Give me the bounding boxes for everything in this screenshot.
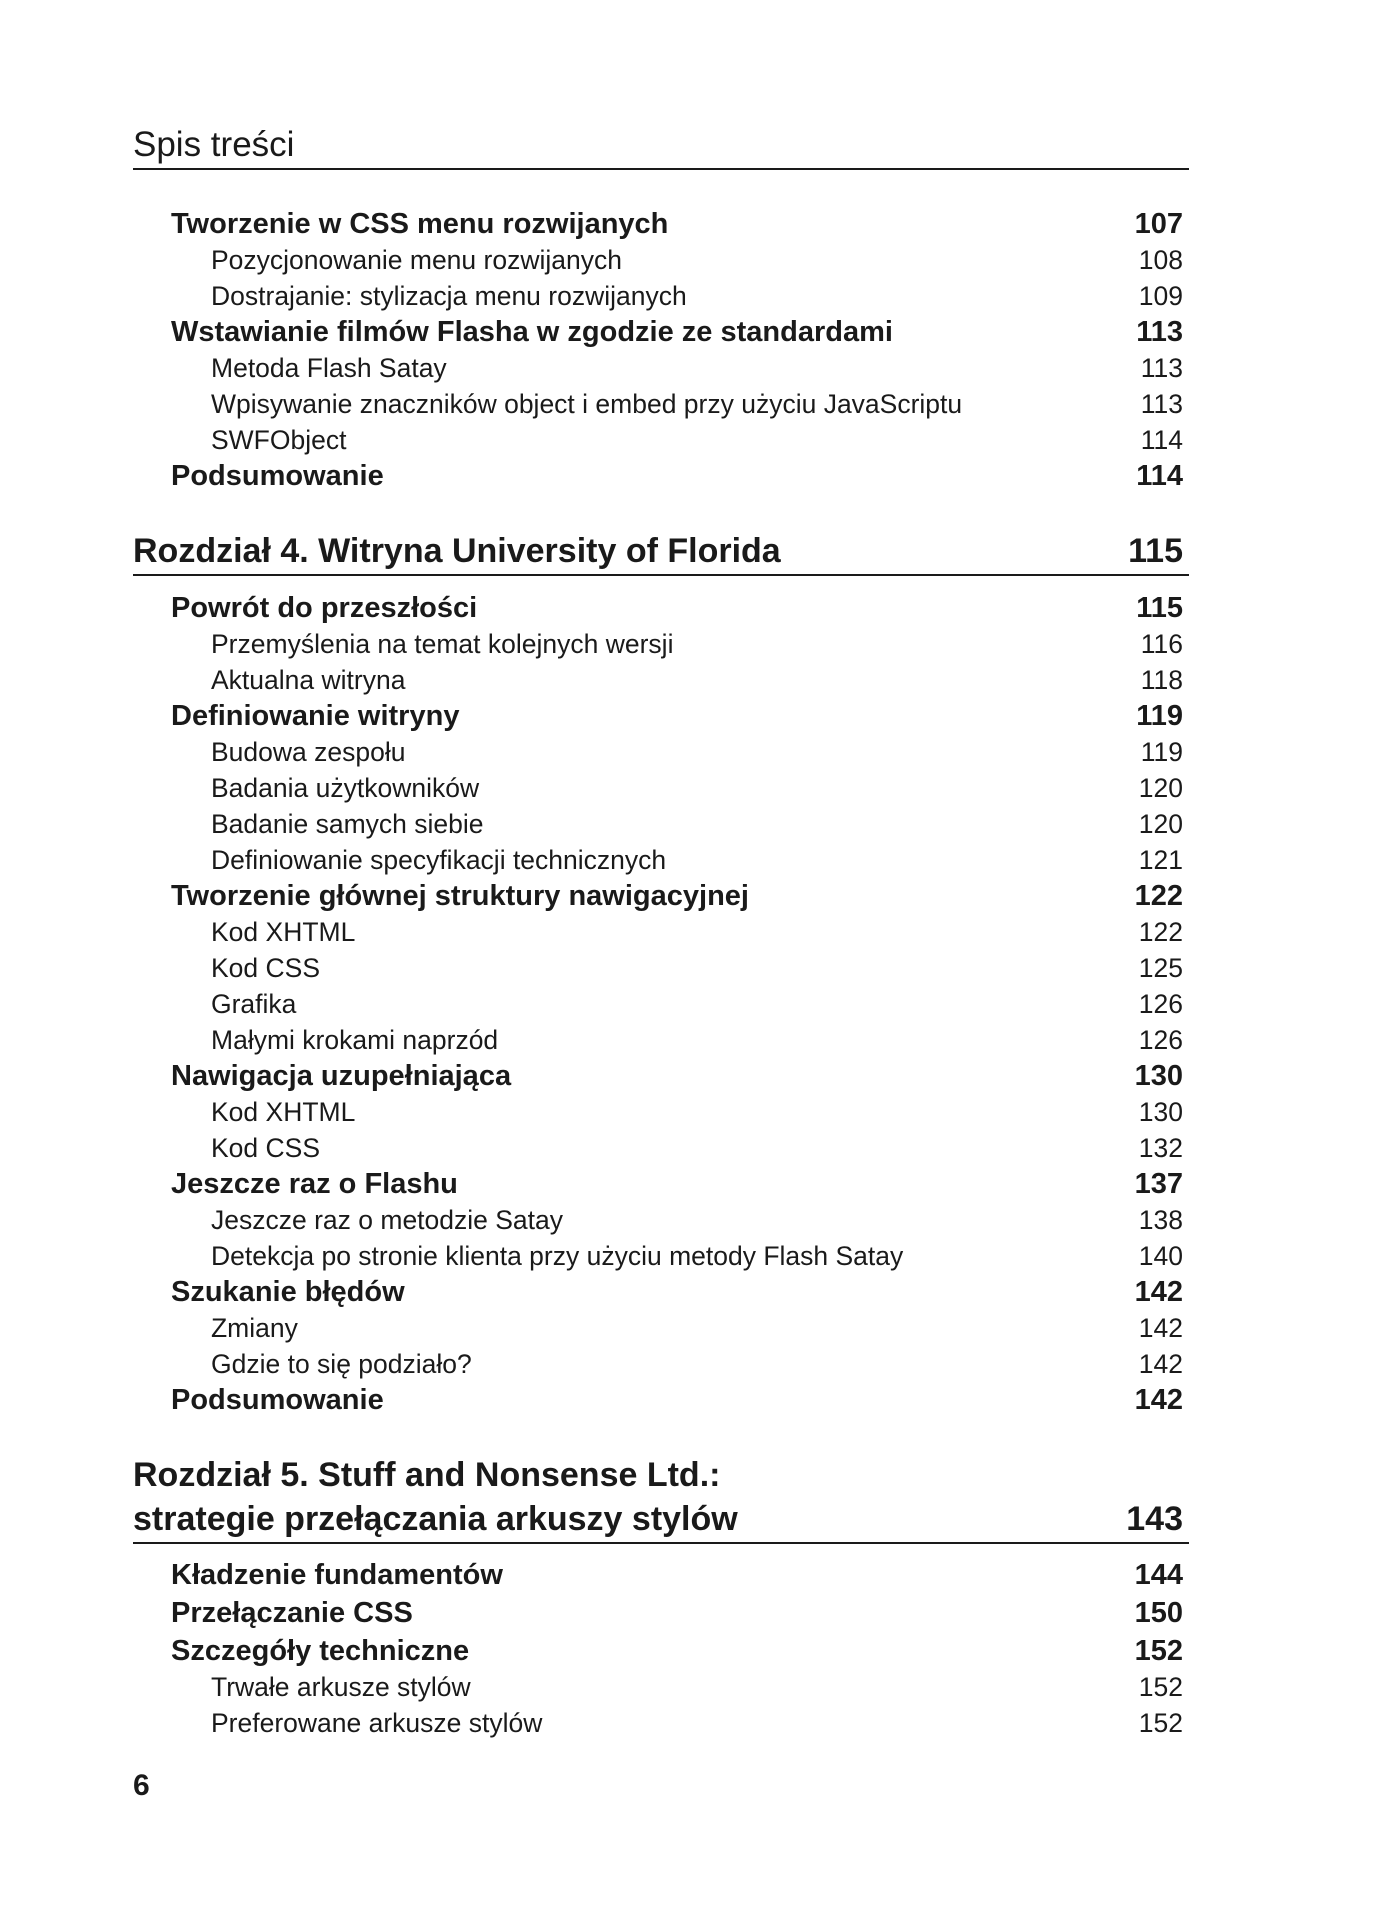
entry-page: 150 [1134, 1597, 1183, 1629]
entry-page: 113 [1140, 389, 1183, 419]
chapter-title: Rozdział 4. Witryna University of Florida [133, 532, 781, 570]
entry-title: Definiowanie specyfikacji technicznych [211, 845, 667, 875]
toc-subsection-entry [211, 626, 1183, 662]
toc-subsection-entry [211, 278, 1183, 314]
entry-page: 126 [1138, 1025, 1183, 1055]
toc-subsection-entry [211, 914, 1183, 950]
chapter-title-line1: Rozdział 5. Stuff and Nonsense Ltd.: [133, 1456, 721, 1494]
toc-section-entry [171, 1166, 1183, 1202]
toc-section-entry [171, 1382, 1183, 1418]
entry-title: Metoda Flash Satay [211, 353, 447, 383]
entry-page: 132 [1138, 1133, 1183, 1163]
toc-subsection-entry [211, 662, 1183, 698]
toc-subsection-entry [211, 1669, 1183, 1705]
chapter-rule [133, 574, 1189, 576]
toc-subsection-entry [211, 806, 1183, 842]
toc-subsection-entry [211, 986, 1183, 1022]
entry-page: 120 [1138, 809, 1183, 839]
entry-title: Gdzie to się podziało? [211, 1349, 472, 1379]
entry-page: 142 [1138, 1349, 1183, 1379]
entry-title: Trwałe arkusze stylów [211, 1672, 471, 1702]
entry-title: Badanie samych siebie [211, 809, 484, 839]
entry-title: Jeszcze raz o Flashu [171, 1168, 458, 1200]
entry-page: 118 [1140, 665, 1183, 695]
entry-title: Jeszcze raz o metodzie Satay [211, 1205, 564, 1235]
header-title: Spis treści [133, 125, 295, 164]
entry-page: 122 [1138, 917, 1183, 947]
entry-title: Małymi krokami naprzód [211, 1025, 499, 1055]
entry-title: Kod CSS [211, 953, 321, 983]
chapter-page: 115 [1128, 532, 1183, 570]
toc-subsection-entry [211, 242, 1183, 278]
toc-subsection-entry [211, 350, 1183, 386]
entry-title: Dostrajanie: stylizacja menu rozwijanych [211, 281, 687, 311]
entry-title: Grafika [211, 989, 297, 1019]
toc-section-entry [171, 1595, 1183, 1631]
toc-subsection-entry [211, 1022, 1183, 1058]
entry-title: Kładzenie fundamentów [171, 1559, 503, 1591]
entry-page: 142 [1138, 1313, 1183, 1343]
entry-page: 113 [1140, 353, 1183, 383]
entry-page: 138 [1138, 1205, 1183, 1235]
entry-title: Detekcja po stronie klienta przy użyciu metody Flash Satay [211, 1241, 904, 1271]
toc-subsection-entry [211, 1310, 1183, 1346]
chapter-title-row [133, 1497, 1183, 1541]
entry-title: Przełączanie CSS [171, 1597, 413, 1629]
toc-chapter-heading [133, 529, 1183, 573]
entry-page: 122 [1134, 880, 1183, 912]
toc-section-entry [171, 1058, 1183, 1094]
entry-page: 114 [1136, 460, 1183, 492]
entry-title: Podsumowanie [171, 460, 384, 492]
entry-title: Kod CSS [211, 1133, 321, 1163]
entry-page: 116 [1140, 629, 1183, 659]
toc-section-entry [171, 1633, 1183, 1669]
toc-section-entry [171, 314, 1183, 350]
entry-page: 152 [1134, 1635, 1183, 1667]
toc-subsection-entry [211, 1705, 1183, 1741]
toc-section-entry [171, 878, 1183, 914]
entry-page: 130 [1134, 1060, 1183, 1092]
toc-subsection-entry [211, 1094, 1183, 1130]
entry-title: Podsumowanie [171, 1384, 384, 1416]
toc-subsection-entry [211, 734, 1183, 770]
toc-section-entry [171, 590, 1183, 626]
entry-page: 137 [1134, 1168, 1183, 1200]
toc-subsection-entry [211, 950, 1183, 986]
toc-section-entry [171, 206, 1183, 242]
entry-title: Szczegóły techniczne [171, 1635, 470, 1667]
entry-title: Kod XHTML [211, 917, 356, 947]
toc-chapter-heading [133, 1453, 1183, 1541]
entry-title: Badania użytkowników [211, 773, 480, 803]
entry-title: Aktualna witryna [211, 665, 406, 695]
toc-subsection-entry [211, 770, 1183, 806]
entry-page: 121 [1138, 845, 1183, 875]
toc-section-entry [171, 1274, 1183, 1310]
toc-subsection-entry [211, 842, 1183, 878]
entry-page: 108 [1138, 245, 1183, 275]
entry-page: 142 [1134, 1276, 1183, 1308]
entry-page: 140 [1138, 1241, 1183, 1271]
toc-subsection-entry [211, 1346, 1183, 1382]
entry-title: Preferowane arkusze stylów [211, 1708, 543, 1738]
entry-title: Zmiany [211, 1313, 298, 1343]
entry-page: 120 [1138, 773, 1183, 803]
toc-section-entry [171, 458, 1183, 494]
toc-subsection-entry [211, 386, 1183, 422]
entry-title: Budowa zespołu [211, 737, 406, 767]
entry-page: 144 [1134, 1559, 1183, 1591]
entry-page: 113 [1136, 316, 1183, 348]
toc-section-entry [171, 1557, 1183, 1593]
entry-page: 130 [1138, 1097, 1183, 1127]
entry-title: SWFObject [211, 425, 347, 455]
chapter-page: 143 [1126, 1500, 1183, 1538]
entry-page: 114 [1140, 425, 1183, 455]
toc-subsection-entry [211, 422, 1183, 458]
running-header [133, 124, 1189, 170]
entry-page: 107 [1134, 208, 1183, 240]
entry-page: 125 [1138, 953, 1183, 983]
toc-subsection-entry [211, 1202, 1183, 1238]
chapter-rule [133, 1542, 1189, 1544]
entry-page: 109 [1138, 281, 1183, 311]
entry-title: Tworzenie w CSS menu rozwijanych [171, 208, 669, 240]
entry-title: Tworzenie głównej struktury nawigacyjnej [171, 880, 749, 912]
entry-page: 119 [1136, 700, 1183, 732]
entry-title: Wpisywanie znaczników object i embed przy użyciu JavaScriptu [211, 389, 963, 419]
chapter-title-line2: strategie przełączania arkuszy stylów [133, 1500, 738, 1538]
entry-title: Definiowanie witryny [171, 700, 460, 732]
entry-page: 152 [1138, 1708, 1183, 1738]
entry-title: Pozycjonowanie menu rozwijanych [211, 245, 622, 275]
entry-title: Szukanie błędów [171, 1276, 405, 1308]
entry-title: Wstawianie filmów Flasha w zgodzie ze standardami [171, 316, 893, 348]
toc-section-entry [171, 698, 1183, 734]
entry-page: 119 [1140, 737, 1183, 767]
page-number: 6 [133, 1769, 150, 1802]
entry-title: Przemyślenia na temat kolejnych wersji [211, 629, 674, 659]
entry-page: 152 [1138, 1672, 1183, 1702]
entry-title: Powrót do przeszłości [171, 592, 478, 624]
entry-page: 126 [1138, 989, 1183, 1019]
entry-page: 142 [1134, 1384, 1183, 1416]
entry-title: Nawigacja uzupełniająca [171, 1060, 512, 1092]
entry-page: 115 [1136, 592, 1183, 624]
entry-title: Kod XHTML [211, 1097, 356, 1127]
toc-subsection-entry [211, 1238, 1183, 1274]
toc-subsection-entry [211, 1130, 1183, 1166]
